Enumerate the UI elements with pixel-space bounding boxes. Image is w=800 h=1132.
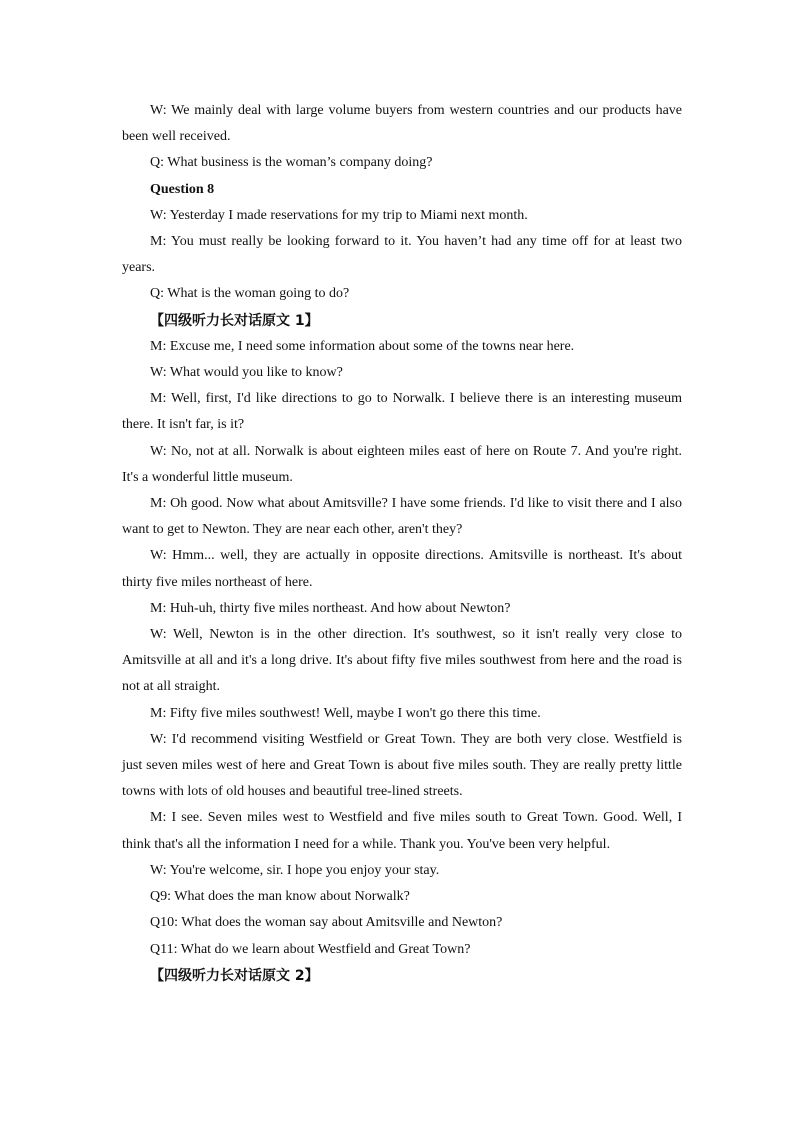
dialogue-line-m-looking-forward: M: You must really be looking forward to it. You haven’t had any time off for at least two years. — [122, 234, 682, 276]
dialogue-line-m-norwalk: M: Well, first, I'd like directions to go to Norwalk. I believe there is an interesting museum there. It isn't far, is it? — [122, 391, 682, 433]
section-heading-long-dialogue-1: 【四级听力长对话原文 1】 — [150, 312, 319, 329]
dialogue-line-m-i-see: M: I see. Seven miles west to Westfield and five miles south to Great Town. Good. Well, I think that's all the information I need for a while. Thank you. You've been very helpful. — [122, 810, 682, 852]
dialogue-line-w-norwalk: W: No, not at all. Norwalk is about eighteen miles east of here on Route 7. And you're right. It's a wonderful little museum. — [122, 443, 682, 485]
section-heading-long-dialogue-2: 【四级听力长对话原文 2】 — [150, 967, 319, 984]
question-line-q11: Q11: What do we learn about Westfield and Great Town? — [150, 941, 471, 957]
section-heading-question-8: Question 8 — [150, 181, 215, 197]
question-line-q9: Q9: What does the man know about Norwalk? — [150, 889, 410, 905]
question-line-q10: Q10: What does the woman say about Amitsville and Newton? — [150, 915, 503, 931]
dialogue-line-w-welcome: W: You're welcome, sir. I hope you enjoy your stay. — [150, 862, 440, 878]
question-line-woman-going: Q: What is the woman going to do? — [150, 286, 350, 302]
dialogue-line-m-excuse-me: M: Excuse me, I need some information about some of the towns near here. — [150, 338, 575, 354]
dialogue-line-m-newton: M: Huh-uh, thirty five miles northeast. And how about Newton? — [150, 600, 511, 616]
dialogue-line-w-what-know: W: What would you like to know? — [150, 365, 343, 381]
dialogue-line-m-fifty-five: M: Fifty five miles southwest! Well, maybe I won't go there this time. — [150, 705, 541, 721]
dialogue-line-w-recommend: W: I'd recommend visiting Westfield or Great Town. They are both very close. Westfield is just seven miles west of here and Great Town is about five miles south. They are really pretty little towns with lots of old houses and beautiful tree-lined streets. — [122, 731, 682, 800]
dialogue-line-m-amitsville: M: Oh good. Now what about Amitsville? I have some friends. I'd like to visit there and I also want to get to Newton. They are near each other, aren't they? — [122, 496, 682, 538]
dialogue-line-w-business: W: We mainly deal with large volume buyers from western countries and our products have been well received. — [122, 103, 682, 145]
dialogue-line-w-opposite: W: Hmm... well, they are actually in opposite directions. Amitsville is northeast. It's about thirty five miles northeast of here. — [122, 548, 682, 590]
dialogue-line-w-reservations: W: Yesterday I made reservations for my trip to Miami next month. — [150, 207, 528, 223]
question-line-business: Q: What business is the woman’s company doing? — [150, 155, 433, 171]
document-page — [122, 98, 682, 989]
dialogue-line-w-newton: W: Well, Newton is in the other direction. It's southwest, so it isn't really very close to Amitsville at all and it's a long drive. It's about fifty five miles southwest from here and the road is not at all straight. — [122, 627, 682, 695]
